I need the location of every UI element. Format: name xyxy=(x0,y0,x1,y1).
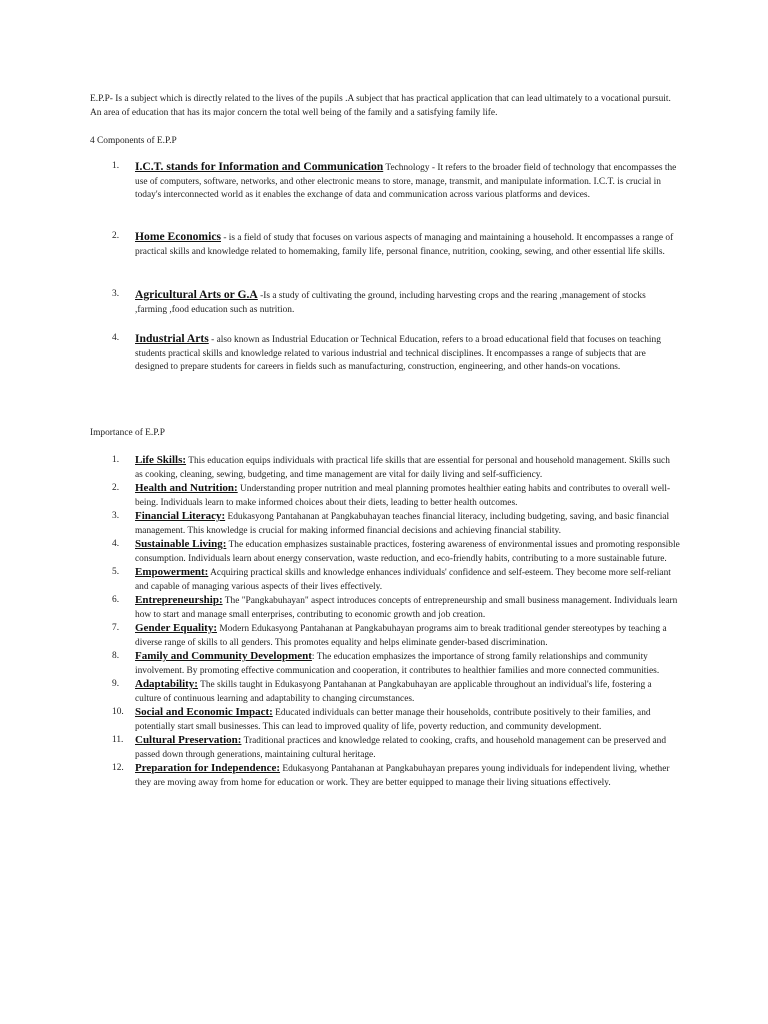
importance-body xyxy=(135,566,680,594)
component-body xyxy=(135,288,680,317)
list-number: 1. xyxy=(112,161,120,171)
importance-body xyxy=(135,454,680,482)
importance-description: Educated individuals can better manage their households, contribute positively to their families, and potentially start small businesses. This can lead to improved quality of life, poverty reduction, and community development. xyxy=(135,708,651,732)
importance-description: Traditional practices and knowledge related to cooking, crafts, and household management can be preserved and passed down through generations, maintaining cultural heritage. xyxy=(135,736,667,760)
component-description: -Is a study of cultivating the ground, including harvesting crops and the rearing ,management of stocks ,farming ,food education such as nutrition. xyxy=(135,291,646,315)
importance-description: Modern Edukasyong Pantahanan at Pangkabuhayan programs aim to break traditional gender stereotypes by teaching a diverse range of skills to all genders. This promotes equality and helps eliminate gender-based discrimination. xyxy=(135,624,667,648)
importance-body xyxy=(135,510,680,538)
importance-description: This education equips individuals with practical life skills that are essential for personal and household management. Skills such as cooking, cleaning, sewing, budgeting, and time management are vital for daily living and self-sufficiency. xyxy=(135,456,670,480)
importance-item-family-community xyxy=(90,650,680,678)
component-item-agricultural-arts xyxy=(90,288,680,317)
importance-description: The education emphasizes sustainable practices, fostering awareness of environmental issues and promoting responsible consumption. Individuals learn about energy conservation, waste reduction, and eco-friendly habits, contributing to a more sustainable future. xyxy=(135,540,680,564)
importance-body xyxy=(135,734,680,762)
importance-body xyxy=(135,482,680,510)
list-number: 1. xyxy=(112,455,120,465)
importance-term: Gender Equality: xyxy=(135,622,218,634)
importance-item-empowerment xyxy=(90,566,680,594)
component-item-home-economics xyxy=(90,230,680,259)
component-term: Home Economics xyxy=(135,230,221,243)
importance-heading: Importance of E.P.P xyxy=(90,428,165,438)
component-item-industrial-arts xyxy=(90,332,680,375)
component-description: Technology - It refers to the broader field of technology that encompasses the use of computers, software, networks, and other electronic means to store, manage, transmit, and manipulate information. I.C.T. is crucial in today's interconnected world as it enables the exchange of data and communication across various platforms and devices. xyxy=(135,163,677,200)
importance-term: Entrepreneurship: xyxy=(135,594,223,606)
importance-description: Acquiring practical skills and knowledge enhances individuals' confidence and self-esteem. They become more self-reliant and capable of managing various aspects of their lives effectively. xyxy=(135,568,671,592)
importance-description: Edukasyong Pantahanan at Pangkabuhayan prepares young individuals for independent living, whether they are moving away from home for education or work. They are better equipped to manage their living situations effectively. xyxy=(135,764,670,788)
importance-body xyxy=(135,622,680,650)
importance-term: Sustainable Living: xyxy=(135,538,227,550)
importance-body xyxy=(135,650,680,678)
component-term: I.C.T. stands for Information and Communication xyxy=(135,160,384,173)
document-page xyxy=(90,93,680,788)
component-item-ict xyxy=(90,160,680,203)
importance-item-financial-literacy xyxy=(90,510,680,538)
importance-term: Family and Community Development xyxy=(135,650,312,662)
importance-term: Cultural Preservation: xyxy=(135,734,242,746)
list-number: 6. xyxy=(112,595,120,605)
list-number: 7. xyxy=(112,623,120,633)
importance-term: Preparation for Independence: xyxy=(135,762,281,774)
importance-description: : The education emphasizes the importance of strong family relationships and community involvement. By promoting effective communication and cooperation, it contributes to healthier families and more connected communities. xyxy=(135,652,660,676)
importance-item-cultural-preservation xyxy=(90,734,680,762)
list-number: 3. xyxy=(112,289,120,299)
importance-item-gender-equality xyxy=(90,622,680,650)
list-number: 12. xyxy=(112,763,124,773)
importance-term: Health and Nutrition: xyxy=(135,482,238,494)
list-number: 9. xyxy=(112,679,120,689)
importance-body xyxy=(135,594,680,622)
importance-body xyxy=(135,706,680,734)
importance-item-health-nutrition xyxy=(90,482,680,510)
importance-term: Social and Economic Impact: xyxy=(135,706,273,718)
component-body xyxy=(135,332,680,375)
component-body xyxy=(135,160,680,203)
list-number: 4. xyxy=(112,539,120,549)
component-term: Agricultural Arts or G.A xyxy=(135,288,258,301)
list-number: 4. xyxy=(112,333,120,343)
list-number: 5. xyxy=(112,567,120,577)
importance-body xyxy=(135,678,680,706)
list-number: 2. xyxy=(112,231,120,241)
importance-description: Edukasyong Pantahanan at Pangkabuhayan teaches financial literacy, including budgeting, saving, and basic financial management. This knowledge is crucial for making informed financial decisions and achieving financial stability. xyxy=(135,512,670,536)
importance-item-entrepreneurship xyxy=(90,594,680,622)
importance-item-independence xyxy=(90,762,680,790)
importance-list xyxy=(90,454,680,790)
component-body xyxy=(135,230,680,259)
list-number: 2. xyxy=(112,483,120,493)
list-number: 3. xyxy=(112,511,120,521)
importance-term: Empowerment: xyxy=(135,566,209,578)
components-heading: 4 Components of E.P.P xyxy=(90,136,177,146)
importance-term: Life Skills: xyxy=(135,454,187,466)
importance-body xyxy=(135,538,680,566)
importance-item-adaptability xyxy=(90,678,680,706)
importance-description: Understanding proper nutrition and meal planning promotes healthier eating habits and contributes to overall well-being. Individuals learn to make informed choices about their diets, leading to better health outcomes. xyxy=(135,484,671,508)
importance-description: The skills taught in Edukasyong Pantahanan at Pangkabuhayan are applicable throughout an individual's life, fostering a culture of continuous learning and adaptability to changing circumstances. xyxy=(135,680,652,704)
importance-term: Adaptability: xyxy=(135,678,198,690)
list-number: 8. xyxy=(112,651,120,661)
importance-item-sustainable-living xyxy=(90,538,680,566)
list-number: 10. xyxy=(112,707,124,717)
importance-body xyxy=(135,762,680,790)
intro-paragraph: E.P.P- Is a subject which is directly related to the lives of the pupils .A subject that has practical application that can lead ultimately to a vocational pursuit. An area of education that has its major concern the total well being of the family and a satisfying family life. xyxy=(90,94,671,118)
component-term: Industrial Arts xyxy=(135,332,209,345)
importance-term: Financial Literacy: xyxy=(135,510,226,522)
component-description: - is a field of study that focuses on various aspects of managing and maintaining a household. It encompasses a range of practical skills and knowledge related to homemaking, family life, personal finance, nutrition, cooking, sewing, and other essential life skills. xyxy=(135,233,674,257)
importance-description: The "Pangkabuhayan" aspect introduces concepts of entrepreneurship and small business management. Individuals learn how to start and manage small enterprises, contributing to economic growth and job creation. xyxy=(135,596,678,620)
component-description: - also known as Industrial Education or Technical Education, refers to a broad educational field that focuses on teaching students practical skills and knowledge related to various industrial and technical disciplines. It encompasses a range of subjects that are designed to prepare students for careers in fields such as manufacturing, construction, engineering, and other hands-on vocations. xyxy=(135,335,661,372)
importance-item-life-skills xyxy=(90,454,680,482)
importance-item-social-economic xyxy=(90,706,680,734)
list-number: 11. xyxy=(112,735,124,745)
